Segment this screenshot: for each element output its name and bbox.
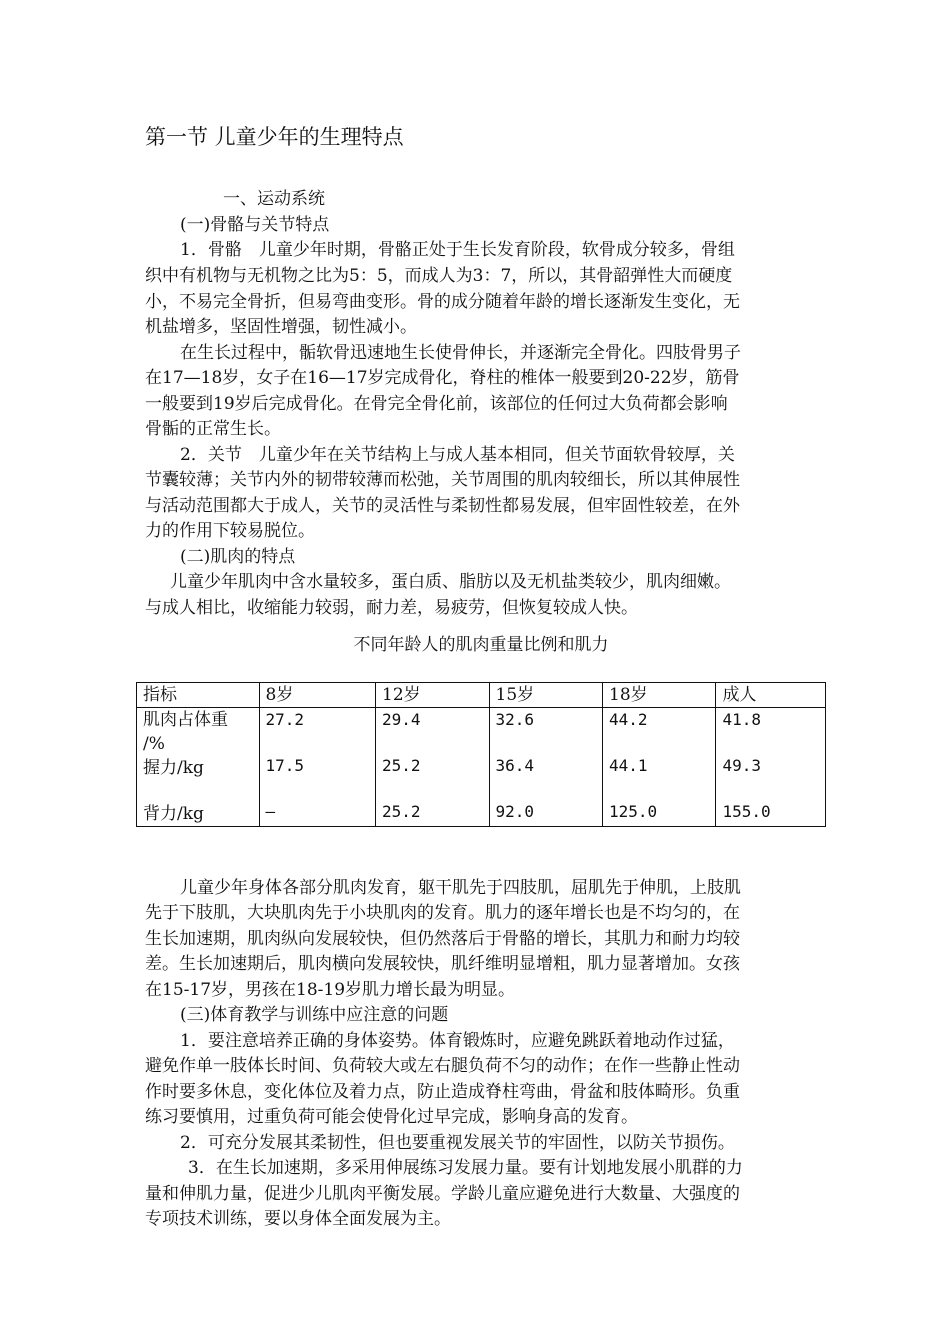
subheading-training-issues: (三)体育教学与训练中应注意的问题 xyxy=(180,1005,449,1025)
cell-value: 125.0 xyxy=(609,802,658,821)
text-line: 练习要慎用，过重负荷可能会使骨化过早完成，影响身高的发育。 xyxy=(145,1107,638,1127)
text-line: 作时要多休息，变化体位及着力点，防止造成脊柱弯曲，骨盆和肢体畸形。负重 xyxy=(145,1082,740,1102)
text-line: 小，不易完全骨折，但易弯曲变形。骨的成分随着年龄的增长逐渐发生变化，无 xyxy=(145,292,740,312)
cell-value: 44.2 xyxy=(609,710,648,729)
value-cell xyxy=(603,708,716,827)
text-line: 2．关节 儿童少年在关节结构上与成人基本相同，但关节面软骨较厚，关 xyxy=(180,445,735,465)
cell-value: 92.0 xyxy=(495,802,535,821)
cell-value: 25.2 xyxy=(382,756,421,775)
subheading-bones-joints: (一)骨骼与关节特点 xyxy=(180,215,330,235)
header-cell: 指标 xyxy=(137,683,260,708)
text-line: 3．在生长加速期，多采用伸展练习发展力量。要有计划地发展小肌群的力 xyxy=(188,1158,743,1178)
row-label-cell xyxy=(137,708,260,827)
row-label: 握力/kg xyxy=(143,758,204,778)
text-line: 儿童少年身体各部分肌肉发育，躯干肌先于四肢肌，屈肌先于伸肌，上肢肌 xyxy=(180,878,741,898)
row-label: /% xyxy=(143,734,165,754)
text-line: 节囊较薄；关节内外的韧带较薄而松弛，关节周围的肌肉较细长，所以其伸展性 xyxy=(145,470,740,490)
header-cell: 12岁 xyxy=(376,683,489,708)
text-line: 力的作用下较易脱位。 xyxy=(145,521,315,541)
header-cell: 15岁 xyxy=(489,683,602,708)
text-line: 差。生长加速期后，肌肉横向发展较快，肌纤维明显增粗，肌力显著增加。女孩 xyxy=(145,954,740,974)
cell-value: 44.1 xyxy=(609,756,648,775)
heading-movement-system: 一、运动系统 xyxy=(223,189,325,209)
cell-value: 17.5 xyxy=(265,756,305,775)
text-line: 先于下肢肌，大块肌肉先于小块肌肉的发育。肌力的逐年增长也是不均匀的，在 xyxy=(145,903,740,923)
header-cell: 8岁 xyxy=(259,683,376,708)
text-line: 避免作单一肢体长时间、负荷较大或左右腿负荷不匀的动作；在作一些静止性动 xyxy=(145,1056,740,1076)
text-line: 一般要到19岁后完成骨化。在骨完全骨化前，该部位的任何过大负荷都会影响 xyxy=(145,394,728,414)
cell-value: 41.8 xyxy=(722,710,762,729)
value-cell xyxy=(716,708,826,827)
text-line: 2．可充分发展其柔韧性，但也要重视发展关节的牢固性，以防关节损伤。 xyxy=(180,1133,735,1153)
header-cell: 18岁 xyxy=(603,683,716,708)
text-line: 专项技术训练，要以身体全面发展为主。 xyxy=(145,1209,451,1229)
value-cell xyxy=(259,708,376,827)
table-row xyxy=(137,708,826,827)
table-header-row xyxy=(137,683,826,708)
text-line: 与活动范围都大于成人，关节的灵活性与柔韧性都易发展，但牢固性较差，在外 xyxy=(145,496,740,516)
text-line: 与成人相比，收缩能力较弱，耐力差，易疲劳，但恢复较成人快。 xyxy=(145,598,638,618)
cell-value: 27.2 xyxy=(265,710,305,729)
text-line: 生长加速期，肌肉纵向发展较快，但仍然落后于骨骼的增长，其肌力和耐力均较 xyxy=(145,929,740,949)
cell-value: — xyxy=(265,802,276,821)
row-label: 背力/kg xyxy=(143,804,204,824)
text-line: 1．要注意培养正确的身体姿势。体育锻炼时，应避免跳跃着地动作过猛， xyxy=(180,1031,735,1051)
header-cell: 成人 xyxy=(716,683,826,708)
text-line: 儿童少年肌肉中含水量较多，蛋白质、脂肪以及无机盐类较少，肌肉细嫩。 xyxy=(170,572,731,592)
cell-value: 49.3 xyxy=(722,756,762,775)
cell-value: 29.4 xyxy=(382,710,421,729)
cell-value: 25.2 xyxy=(382,802,421,821)
cell-value: 155.0 xyxy=(722,802,771,821)
text-line: 骨骺的正常生长。 xyxy=(145,419,281,439)
text-line: 在15-17岁，男孩在18-19岁肌力增长最为明显。 xyxy=(145,980,516,1000)
text-line: 机盐增多，坚固性增强，韧性减小。 xyxy=(145,317,417,337)
text-line: 1．骨骼 儿童少年时期，骨骼正处于生长发育阶段，软骨成分较多，骨组 xyxy=(180,240,735,260)
text-line: 在生长过程中，骺软骨迅速地生长使骨伸长，并逐渐完全骨化。四肢骨男子 xyxy=(180,343,741,363)
cell-value: 32.6 xyxy=(495,710,535,729)
subheading-muscles: (二)肌肉的特点 xyxy=(180,547,296,567)
text-line: 量和伸肌力量，促进少儿肌肉平衡发展。学龄儿童应避免进行大数量、大强度的 xyxy=(145,1184,740,1204)
text-line: 织中有机物与无机物之比为5：5，而成人为3：7，所以，其骨韶弹性大而硬度 xyxy=(145,266,733,286)
value-cell xyxy=(376,708,489,827)
value-cell xyxy=(489,708,602,827)
section-title: 第一节 儿童少年的生理特点 xyxy=(145,125,404,149)
text-line: 在17—18岁，女子在16—17岁完成骨化，脊柱的椎体一般要到20-22岁，筋骨 xyxy=(145,368,740,388)
muscle-strength-table xyxy=(136,682,826,827)
table-caption: 不同年龄人的肌肉重量比例和肌力 xyxy=(353,635,609,655)
row-label: 肌肉占体重 xyxy=(143,710,228,730)
cell-value: 36.4 xyxy=(495,756,535,775)
